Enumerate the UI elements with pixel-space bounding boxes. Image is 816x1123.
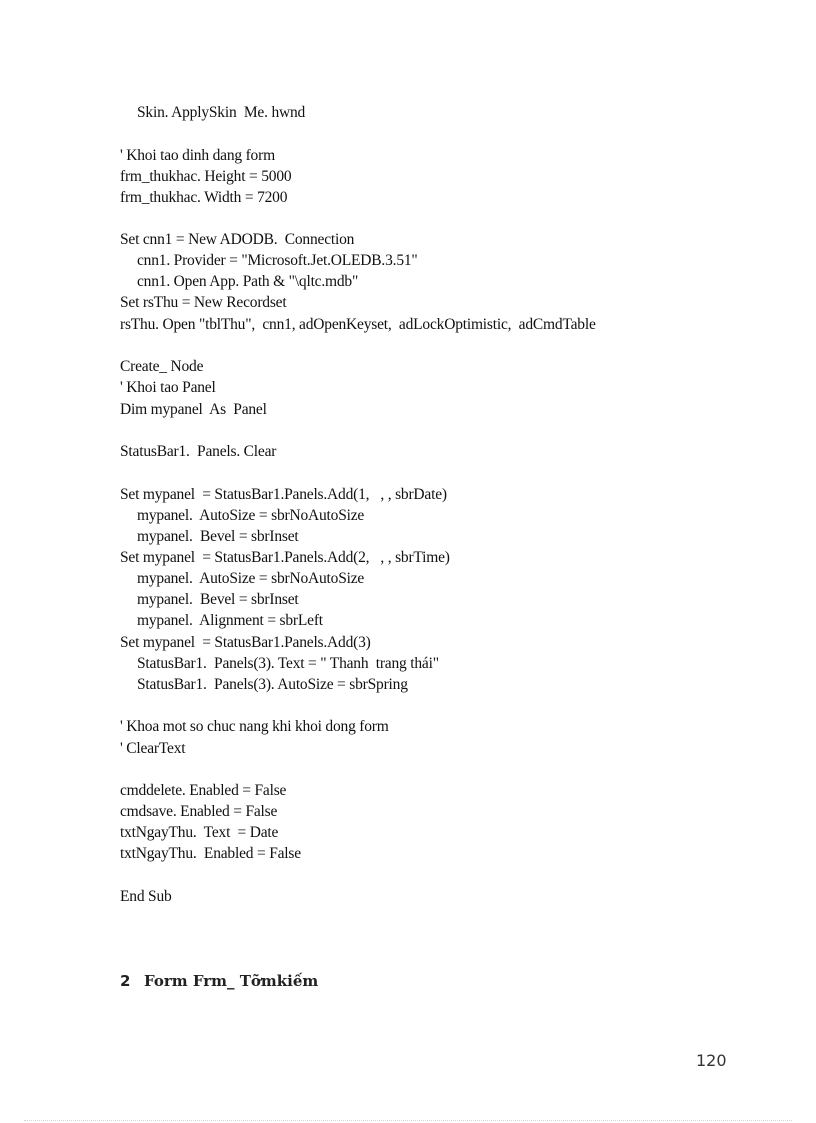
code-line: Set mypanel = StatusBar1.Panels.Add(2, , , sbrTime)	[120, 549, 450, 566]
section-heading	[120, 972, 318, 990]
code-line: txtNgayThu. Text = Date	[120, 824, 279, 841]
code-comment: ' Khoi tao dinh dang form	[120, 147, 275, 164]
code-line: Set mypanel = StatusBar1.Panels.Add(3)	[120, 634, 371, 651]
code-comment: ' Khoi tao Panel	[120, 379, 216, 396]
code-comment: ' Khoa mot so chuc nang khi khoi dong form	[120, 718, 389, 735]
section-title: Form Frm_ Tỡmkiếm	[144, 972, 319, 990]
code-line: End Sub	[120, 888, 172, 905]
code-comment: ' ClearText	[120, 740, 186, 757]
code-line: StatusBar1. Panels. Clear	[120, 443, 277, 460]
code-line: Set cnn1 = New ADODB. Connection	[120, 231, 355, 248]
code-line: mypanel. Alignment = sbrLeft	[137, 612, 323, 629]
code-line: StatusBar1. Panels(3). AutoSize = sbrSpring	[137, 676, 408, 693]
section-number: 2	[120, 972, 131, 990]
code-line: Set rsThu = New Recordset	[120, 294, 287, 311]
code-line: mypanel. Bevel = sbrInset	[137, 591, 299, 608]
code-line: Dim mypanel As Panel	[120, 401, 267, 418]
code-line: cmddelete. Enabled = False	[120, 782, 287, 799]
code-line: frm_thukhac. Width = 7200	[120, 189, 288, 206]
code-line: rsThu. Open "tblThu", cnn1, adOpenKeyset, adLockOptimistic, adCmdTable	[120, 316, 596, 333]
code-line: mypanel. AutoSize = sbrNoAutoSize	[137, 507, 365, 524]
code-line: Create_ Node	[120, 358, 204, 375]
code-line: Skin. ApplySkin Me. hwnd	[137, 104, 306, 121]
code-line: StatusBar1. Panels(3). Text = " Thanh trang thái"	[137, 655, 439, 672]
code-line: frm_thukhac. Height = 5000	[120, 168, 292, 185]
code-line: mypanel. Bevel = sbrInset	[137, 528, 299, 545]
code-line: cnn1. Provider = "Microsoft.Jet.OLEDB.3.51"	[137, 252, 418, 269]
code-line: cmdsave. Enabled = False	[120, 803, 278, 820]
footer-divider	[24, 1120, 792, 1121]
code-line: Set mypanel = StatusBar1.Panels.Add(1, , , sbrDate)	[120, 486, 447, 503]
code-line: cnn1. Open App. Path & "\qltc.mdb"	[137, 273, 359, 290]
code-line: txtNgayThu. Enabled = False	[120, 845, 301, 862]
page-number: 120	[696, 1051, 727, 1070]
code-line: mypanel. AutoSize = sbrNoAutoSize	[137, 570, 365, 587]
